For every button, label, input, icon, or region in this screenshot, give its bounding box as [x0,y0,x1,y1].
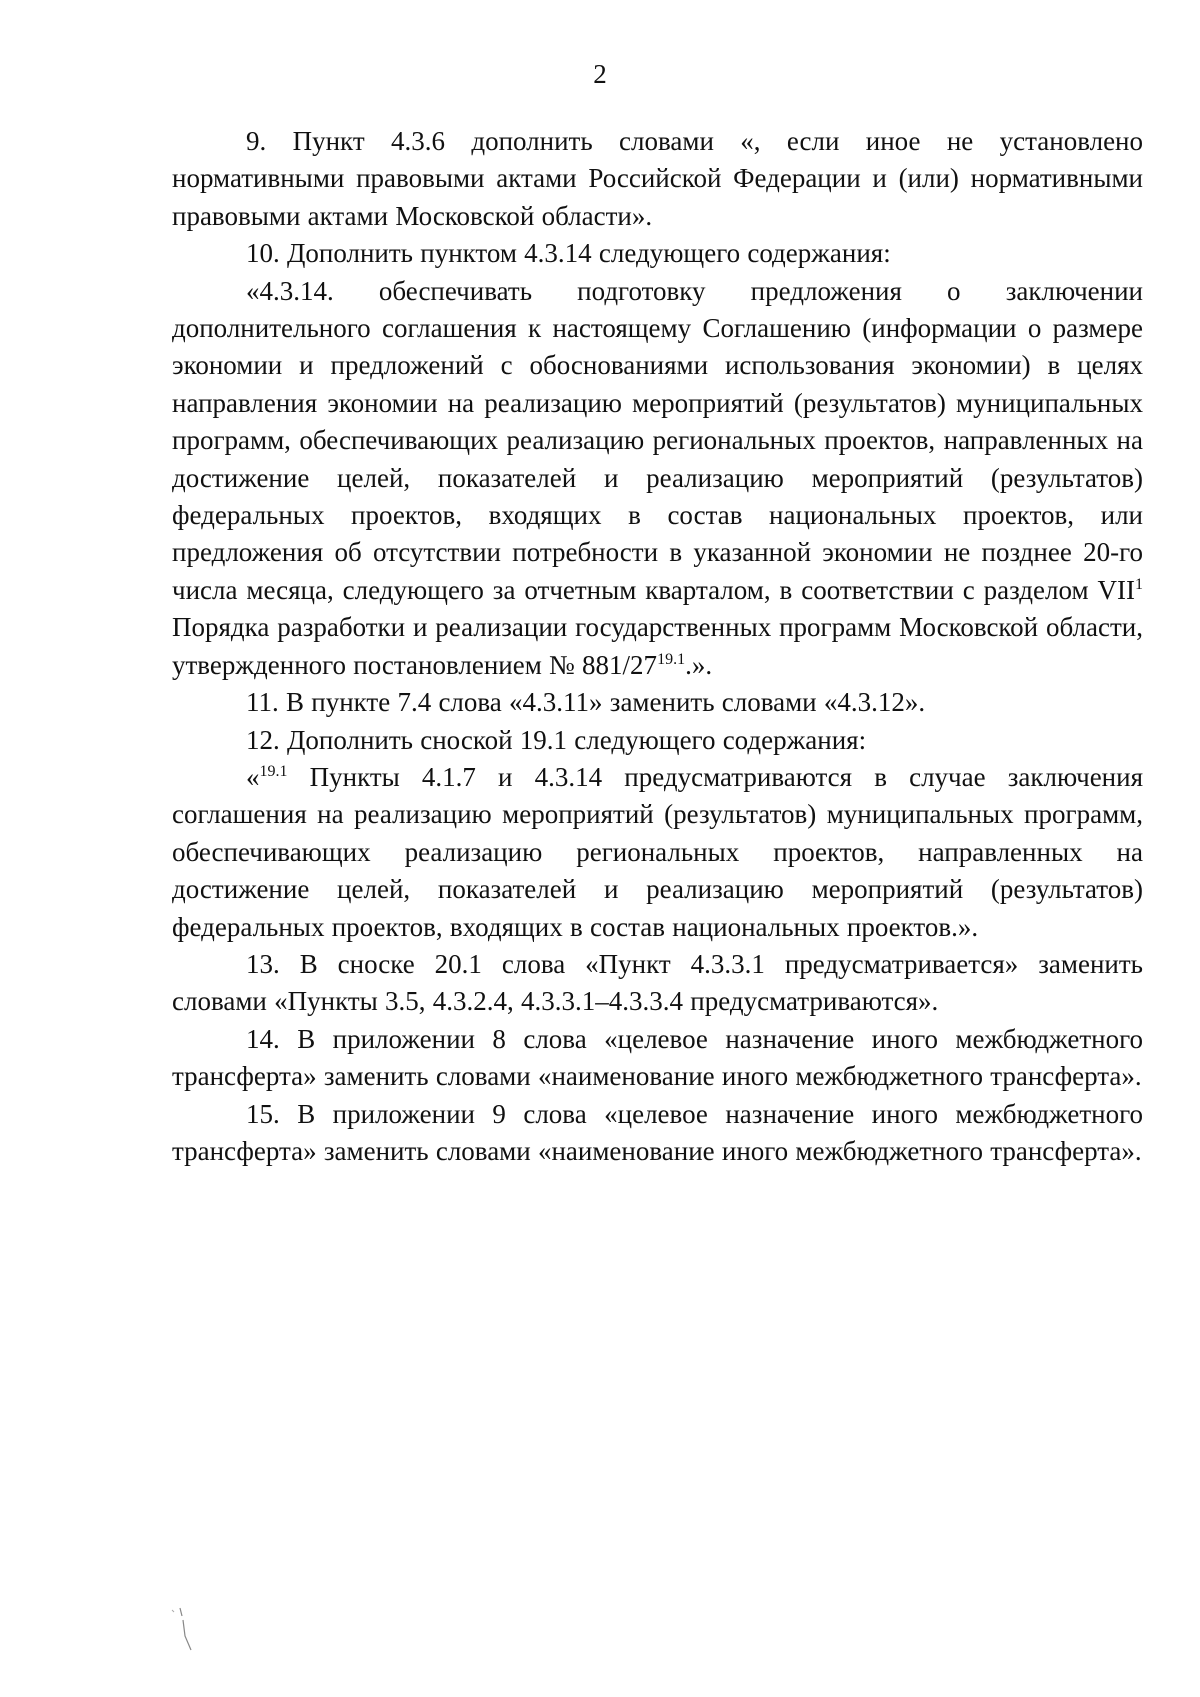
scan-mark [166,1606,196,1656]
footnote-ref: 19.1 [657,650,686,668]
paragraph-item-10 [172,235,1143,272]
footnote-ref: 19.1 [259,762,288,780]
paragraph-text: 9. Пункт 4.3.6 дополнить словами «, если иное не установлено нормативными правовыми актами Российской Федерации и (или) нормативными правовыми актами Московской области». [172,126,1143,231]
paragraph-item-11 [172,684,1143,721]
paragraph-item-9 [172,123,1143,235]
paragraph-text: « [246,761,260,792]
superscript: 1 [1135,575,1143,593]
paragraph-item-15 [172,1096,1143,1171]
paragraph-text: 11. В пункте 7.4 слова «4.3.11» заменить словами «4.3.12». [246,687,926,718]
paragraph-text: 15. В приложении 9 слова «целевое назначение иного межбюджетного трансферта» заменить словами «наименование иного межбюджетного трансферта». [172,1098,1143,1166]
paragraph-text: .». [685,649,713,680]
paragraph-text: Пункты 4.1.7 и 4.3.14 предусматриваются в случае заключения соглашения на реализацию мероприятий (результатов) муниципальных программ, обеспечивающих реализацию региональных проектов, направленных на достижение целей, показателей и реализацию мероприятий (результатов) федеральных проектов, входящих в состав национальных проектов.». [172,761,1143,942]
paragraph-text: 10. Дополнить пунктом 4.3.14 следующего содержания: [246,238,891,269]
paragraph-text: «4.3.14. обеспечивать подготовку предложения о заключении дополнительного соглашения к настоящему Соглашению (информации о размере экономии и предложений с обоснованиями использования экономии) в целях направления экономии на реализацию мероприятий (результатов) муниципальных программ, обеспечивающих реализацию региональных проектов, направленных на достижение целей, показателей и реализацию мероприятий (результатов) федеральных проектов, входящих в состав национальных проектов, или предложения об отсутствии потребности в указанной экономии не позднее 20-го числа месяца, следующего за отчетным кварталом, в соответствии с разделом VII [172,275,1143,605]
paragraph-text: 12. Дополнить сноской 19.1 следующего содержания: [246,724,867,755]
paragraph-text: Порядка разработки и реализации государственных программ Московской области, утвержденного постановлением № 881/27 [172,612,1143,680]
paragraph-text: 14. В приложении 8 слова «целевое назначение иного межбюджетного трансферта» заменить словами «наименование иного межбюджетного трансферта». [172,1023,1143,1092]
paragraph-text: 13. В сноске 20.1 слова «Пункт 4.3.3.1 предусматривается» заменить словами «Пункты 3.5, 4.3.2.4, 4.3.3.1–4.3.3.4 предусматриваются». [172,948,1143,1017]
page-number: 2 [593,59,607,89]
paragraph-item-12 [172,722,1143,759]
paragraph-quote-4-3-14 [172,273,1143,684]
document-body [172,123,1143,1170]
paragraph-item-13 [172,946,1143,1021]
paragraph-footnote-19-1 [172,759,1143,946]
paragraph-item-14 [172,1021,1143,1096]
